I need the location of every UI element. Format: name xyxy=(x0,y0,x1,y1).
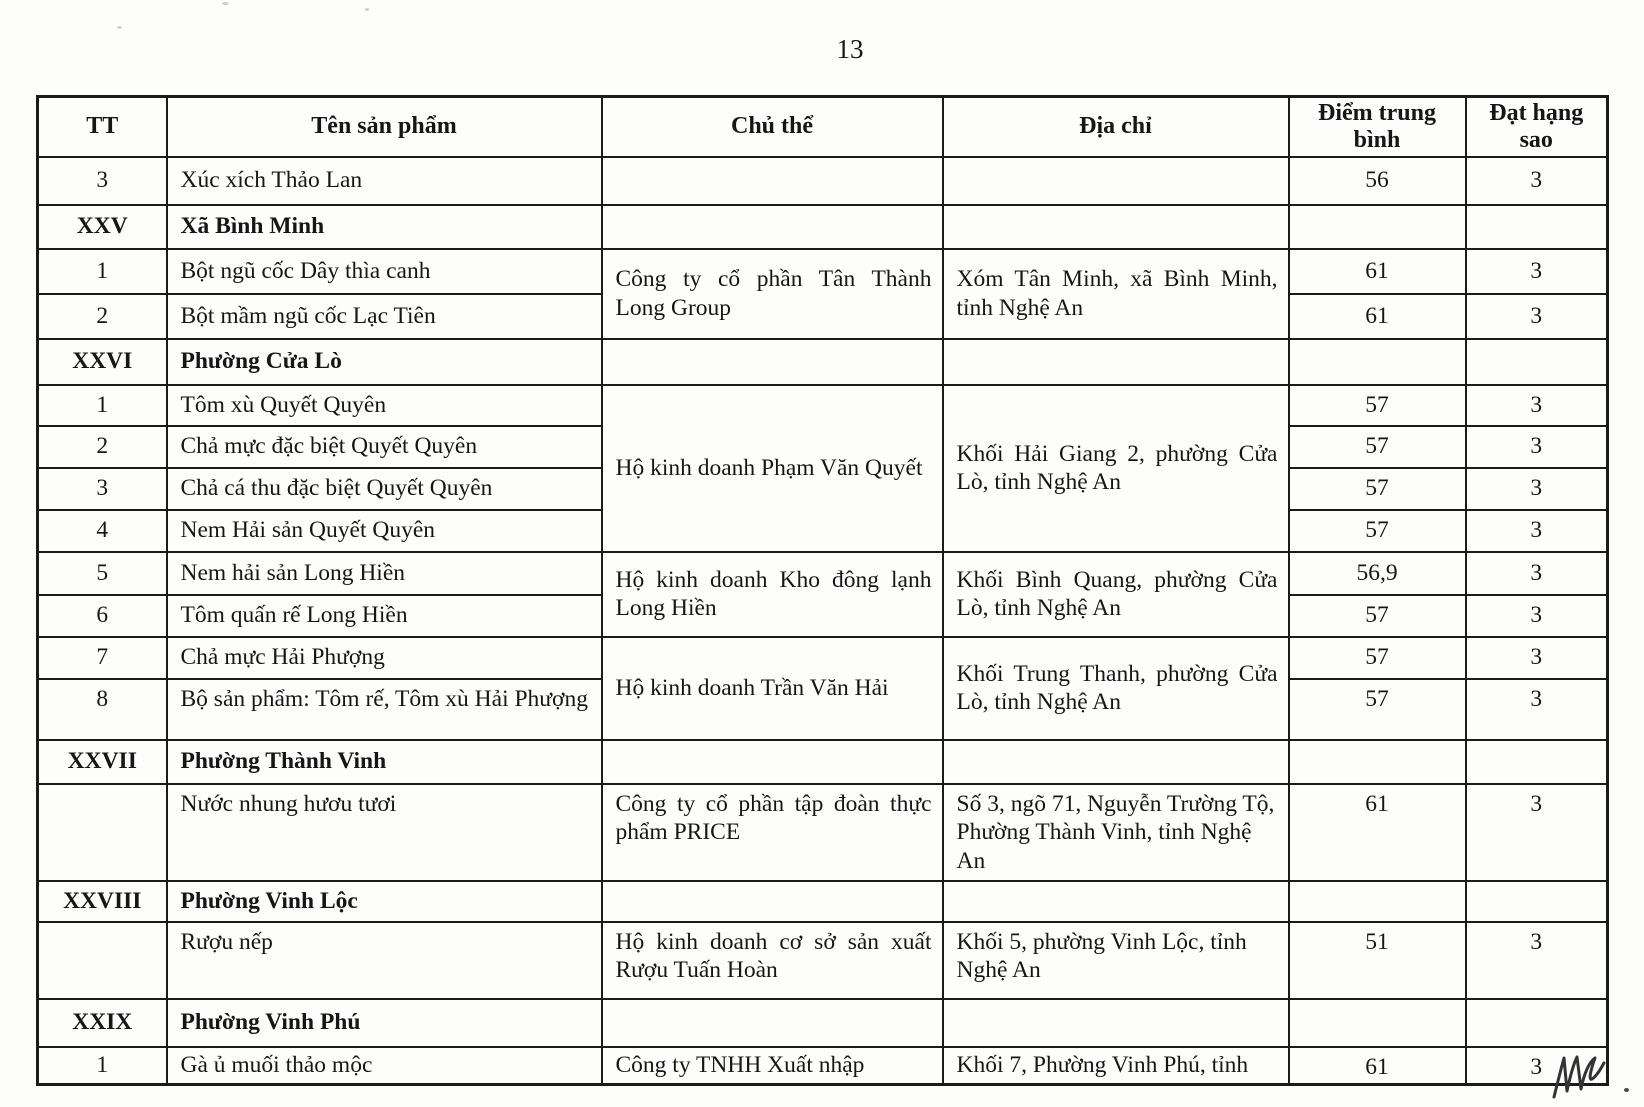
cell-owner: Hộ kinh doanh Kho đông lạnh Long Hiền xyxy=(602,552,943,637)
table-row xyxy=(38,637,1608,679)
cell-empty xyxy=(1466,881,1608,922)
section-row xyxy=(38,339,1608,385)
cell-product: Tôm xù Quyết Quyên xyxy=(167,385,602,426)
cell-product: Bột ngũ cốc Dây thìa canh xyxy=(167,249,602,294)
cell-tt: 5 xyxy=(38,552,167,595)
cell-address: Khối Trung Thanh, phường Cửa Lò, tỉnh Nghệ An xyxy=(943,637,1289,740)
cell-product: Nem hải sản Long Hiền xyxy=(167,552,602,595)
section-title: Phường Vinh Phú xyxy=(167,999,602,1047)
scan-speck xyxy=(222,2,229,5)
section-title: Phường Cửa Lò xyxy=(167,339,602,385)
cell-star: 3 xyxy=(1466,249,1608,294)
cell-empty xyxy=(602,999,943,1047)
cell-product: Xúc xích Thảo Lan xyxy=(167,157,602,205)
cell-product: Bộ sản phẩm: Tôm rế, Tôm xù Hải Phượng xyxy=(167,679,602,740)
cell-score: 57 xyxy=(1289,679,1466,740)
section-title: Phường Vinh Lộc xyxy=(167,881,602,922)
cell-empty xyxy=(1289,205,1466,249)
cell-star: 3 xyxy=(1466,679,1608,740)
cell-empty xyxy=(1466,339,1608,385)
cell-address: Khối 7, Phường Vinh Phú, tỉnh xyxy=(943,1047,1289,1085)
products-table xyxy=(36,95,1609,1086)
cell-score: 61 xyxy=(1289,249,1466,294)
cell-empty xyxy=(943,157,1289,205)
cell-star: 3 xyxy=(1466,595,1608,637)
scan-speck xyxy=(365,8,369,11)
header-address: Địa chỉ xyxy=(943,97,1289,157)
cell-score: 57 xyxy=(1289,385,1466,426)
cell-product: Chả mực Hải Phượng xyxy=(167,637,602,679)
cell-star: 3 xyxy=(1466,637,1608,679)
table-row xyxy=(38,157,1608,205)
cell-star: 3 xyxy=(1466,426,1608,468)
cell-tt: 7 xyxy=(38,637,167,679)
cell-tt xyxy=(38,784,167,881)
cell-score: 61 xyxy=(1289,294,1466,339)
table-row xyxy=(38,922,1608,999)
cell-empty xyxy=(602,205,943,249)
cell-empty xyxy=(1289,339,1466,385)
cell-product: Nước nhung hươu tươi xyxy=(167,784,602,881)
header-tt: TT xyxy=(38,97,167,157)
section-number: XXVI xyxy=(38,339,167,385)
ink-dot xyxy=(1624,1088,1629,1092)
section-title: Phường Thành Vinh xyxy=(167,740,602,784)
cell-score: 57 xyxy=(1289,426,1466,468)
cell-address: Khối 5, phường Vinh Lộc, tỉnh Nghệ An xyxy=(943,922,1289,999)
cell-tt xyxy=(38,922,167,999)
table-row xyxy=(38,249,1608,294)
cell-star: 3 xyxy=(1466,922,1608,999)
header-score: Điểm trung bình xyxy=(1289,97,1466,157)
cell-tt: 1 xyxy=(38,385,167,426)
cell-score: 61 xyxy=(1289,1047,1466,1085)
section-row xyxy=(38,881,1608,922)
header-owner: Chủ thể xyxy=(602,97,943,157)
section-number: XXIX xyxy=(38,999,167,1047)
section-row xyxy=(38,999,1608,1047)
cell-tt: 3 xyxy=(38,468,167,510)
cell-product: Gà ủ muối thảo mộc xyxy=(167,1047,602,1085)
cell-star: 3 xyxy=(1466,552,1608,595)
page-number: 13 xyxy=(836,34,864,64)
table-header-row xyxy=(38,97,1608,157)
cell-owner: Công ty TNHH Xuất nhập xyxy=(602,1047,943,1085)
cell-empty xyxy=(602,339,943,385)
cell-owner: Hộ kinh doanh Trần Văn Hải xyxy=(602,637,943,740)
cell-owner: Hộ kinh doanh cơ sở sản xuất Rượu Tuấn Hoàn xyxy=(602,922,943,999)
cell-tt: 6 xyxy=(38,595,167,637)
cell-owner: Công ty cổ phần tập đoàn thực phẩm PRICE xyxy=(602,784,943,881)
cell-empty xyxy=(943,339,1289,385)
table-row xyxy=(38,385,1608,426)
cell-tt: 2 xyxy=(38,426,167,468)
cell-empty xyxy=(943,881,1289,922)
cell-empty xyxy=(1289,881,1466,922)
cell-empty xyxy=(943,740,1289,784)
header-star: Đạt hạng sao xyxy=(1466,97,1608,157)
cell-empty xyxy=(1289,740,1466,784)
cell-score: 56,9 xyxy=(1289,552,1466,595)
cell-score: 57 xyxy=(1289,468,1466,510)
cell-tt: 2 xyxy=(38,294,167,339)
cell-empty xyxy=(1289,999,1466,1047)
table-row xyxy=(38,552,1608,595)
section-number: XXVIII xyxy=(38,881,167,922)
cell-star: 3 xyxy=(1466,1047,1608,1085)
header-product: Tên sản phẩm xyxy=(167,97,602,157)
cell-product: Chả cá thu đặc biệt Quyết Quyên xyxy=(167,468,602,510)
cell-tt: 8 xyxy=(38,679,167,740)
cell-score: 57 xyxy=(1289,637,1466,679)
cell-product: Chả mực đặc biệt Quyết Quyên xyxy=(167,426,602,468)
scan-speck xyxy=(117,26,122,29)
cell-star: 3 xyxy=(1466,510,1608,552)
section-title: Xã Bình Minh xyxy=(167,205,602,249)
cell-address: Số 3, ngõ 71, Nguyễn Trường Tộ, Phường Thành Vinh, tỉnh Nghệ An xyxy=(943,784,1289,881)
cell-empty xyxy=(602,881,943,922)
cell-score: 61 xyxy=(1289,784,1466,881)
cell-empty xyxy=(1466,205,1608,249)
cell-star: 3 xyxy=(1466,157,1608,205)
cell-star: 3 xyxy=(1466,784,1608,881)
section-number: XXV xyxy=(38,205,167,249)
cell-owner: Hộ kinh doanh Phạm Văn Quyết xyxy=(602,385,943,552)
cell-product: Rượu nếp xyxy=(167,922,602,999)
cell-empty xyxy=(1466,999,1608,1047)
cell-tt: 3 xyxy=(38,157,167,205)
cell-star: 3 xyxy=(1466,294,1608,339)
cell-empty xyxy=(602,157,943,205)
cell-address: Khối Bình Quang, phường Cửa Lò, tỉnh Nghệ An xyxy=(943,552,1289,637)
cell-star: 3 xyxy=(1466,468,1608,510)
table-row xyxy=(38,784,1608,881)
cell-product: Bột mầm ngũ cốc Lạc Tiên xyxy=(167,294,602,339)
cell-star: 3 xyxy=(1466,385,1608,426)
cell-score: 56 xyxy=(1289,157,1466,205)
cell-tt: 1 xyxy=(38,249,167,294)
table-row xyxy=(38,1047,1608,1085)
signature-mark xyxy=(1548,1050,1640,1104)
section-row xyxy=(38,205,1608,249)
cell-empty xyxy=(1466,740,1608,784)
cell-address: Khối Hải Giang 2, phường Cửa Lò, tỉnh Nghệ An xyxy=(943,385,1289,552)
section-row xyxy=(38,740,1608,784)
cell-address: Xóm Tân Minh, xã Bình Minh, tỉnh Nghệ An xyxy=(943,249,1289,339)
cell-score: 57 xyxy=(1289,595,1466,637)
cell-empty xyxy=(943,999,1289,1047)
cell-owner: Công ty cổ phần Tân Thành Long Group xyxy=(602,249,943,339)
cell-product: Nem Hải sản Quyết Quyên xyxy=(167,510,602,552)
cell-tt: 4 xyxy=(38,510,167,552)
cell-empty xyxy=(602,740,943,784)
cell-product: Tôm quấn rế Long Hiền xyxy=(167,595,602,637)
cell-tt: 1 xyxy=(38,1047,167,1085)
cell-score: 57 xyxy=(1289,510,1466,552)
section-number: XXVII xyxy=(38,740,167,784)
cell-score: 51 xyxy=(1289,922,1466,999)
cell-empty xyxy=(943,205,1289,249)
